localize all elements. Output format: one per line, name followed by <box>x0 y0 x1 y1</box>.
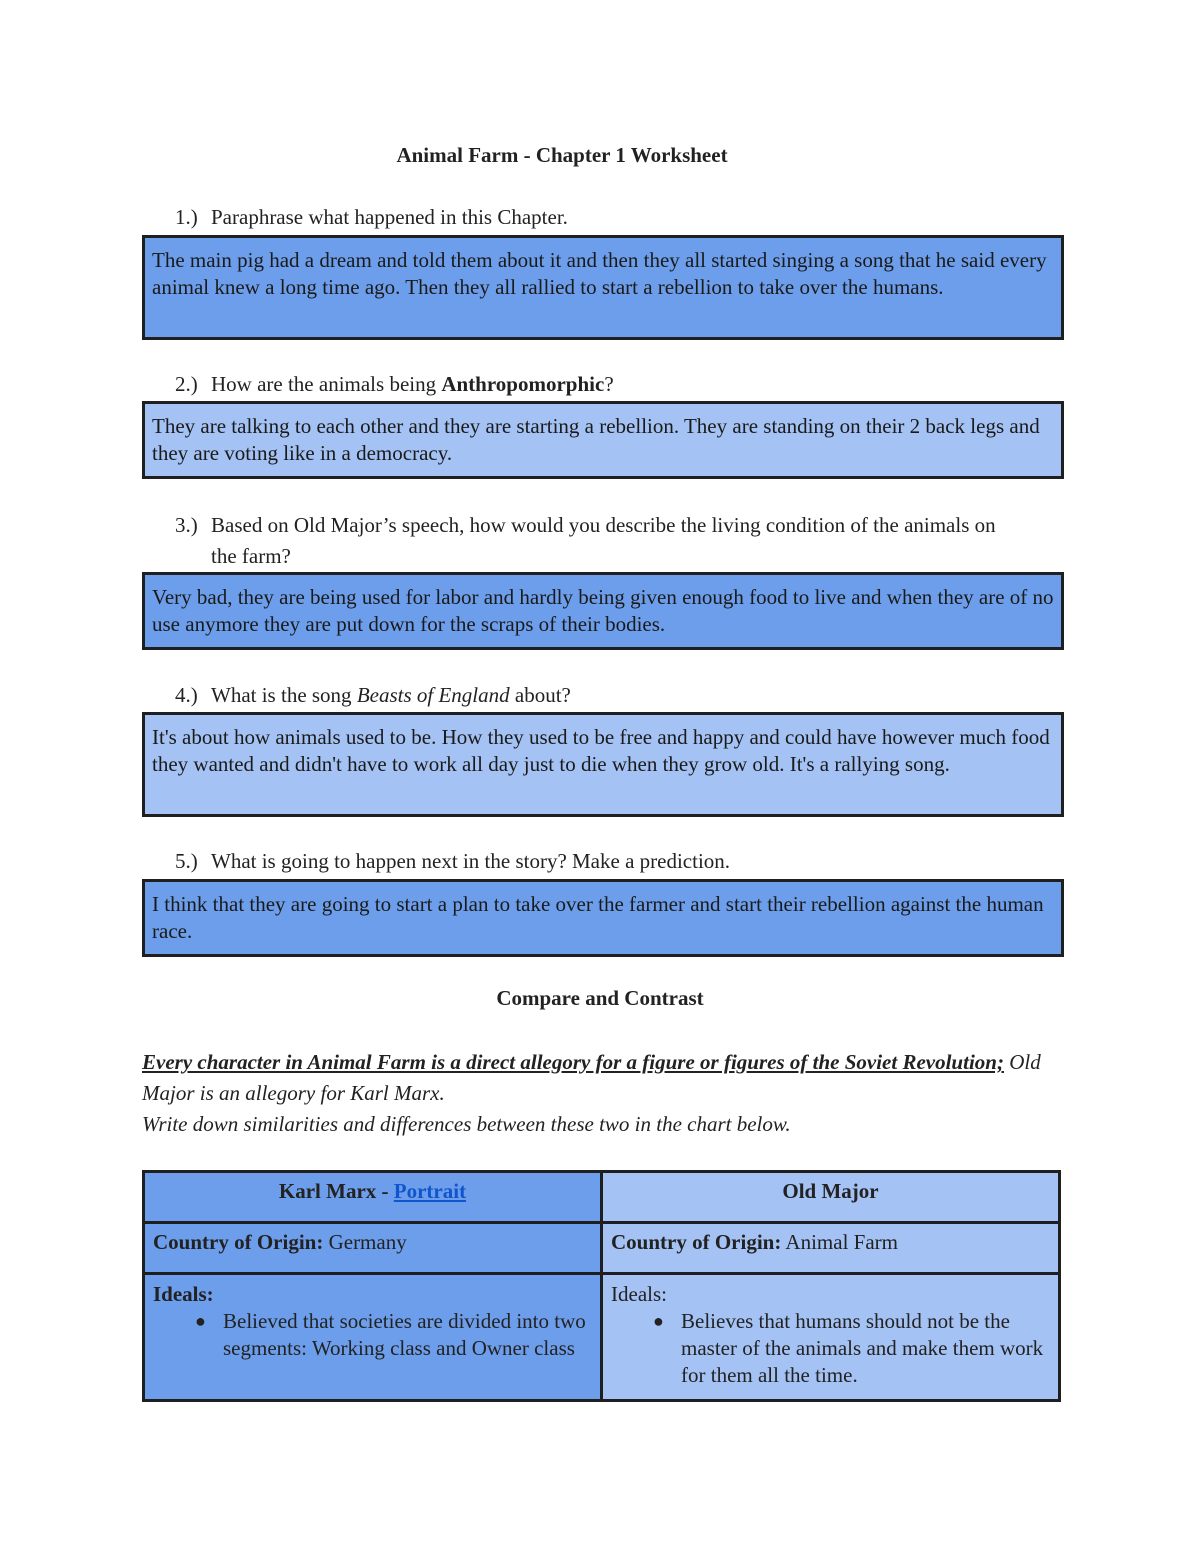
answer-text: They are talking to each other and they are starting a rebellion. They are standing on their 2 back legs and they are voting like in a democracy. <box>152 414 1040 465</box>
question-1 <box>175 202 1001 233</box>
ideals-label: Ideals: <box>153 1282 214 1306</box>
comparison-table <box>142 1170 1061 1402</box>
ideals-label: Ideals: <box>611 1282 667 1306</box>
song-title: Beasts of England <box>356 683 510 707</box>
list-item <box>153 1308 592 1362</box>
bullet-icon: ● <box>195 1311 206 1331</box>
portrait-link[interactable]: Portrait <box>393 1179 467 1203</box>
answer-box-2[interactable] <box>142 401 1064 479</box>
question-number: 4.) <box>175 683 198 707</box>
question-text-part: ? <box>604 372 614 396</box>
question-text: Based on Old Major’s speech, how would you describe the living condition of the animals on the farm? <box>211 513 996 568</box>
country-value: Germany <box>323 1230 407 1254</box>
question-text-part: about? <box>509 683 571 707</box>
old-major-country-cell[interactable] <box>602 1223 1060 1274</box>
country-value: Animal Farm <box>781 1230 898 1254</box>
question-4 <box>175 680 1001 711</box>
answer-text: I think that they are going to start a plan to take over the farmer and start their rebellion against the human race. <box>152 892 1044 943</box>
answer-box-3[interactable] <box>142 572 1064 650</box>
answer-box-1[interactable] <box>142 235 1064 340</box>
karl-marx-header <box>144 1172 602 1223</box>
worksheet-title: Animal Farm - Chapter 1 Worksheet <box>396 143 728 167</box>
country-label: Country of Origin: <box>153 1230 324 1254</box>
question-number: 1.) <box>175 205 198 229</box>
country-label: Country of Origin: <box>611 1230 782 1254</box>
list-item <box>611 1308 1050 1389</box>
table-header-row <box>144 1172 1060 1223</box>
karl-marx-ideals-cell[interactable] <box>144 1274 602 1401</box>
question-number: 5.) <box>175 849 198 873</box>
question-keyword: Anthropomorphic <box>441 372 605 396</box>
question-text: What is going to happen next in the story? Make a prediction. <box>211 849 731 873</box>
answer-text: Very bad, they are being used for labor and hardly being given enough food to live and when they are of no use anymore they are put down for the scraps of their bodies. <box>152 585 1054 636</box>
question-number: 3.) <box>175 513 198 537</box>
question-5 <box>175 846 1001 877</box>
allegory-paragraph <box>142 1047 1062 1140</box>
question-3 <box>175 510 1001 572</box>
question-text-part: How are the animals being <box>211 372 442 396</box>
old-major-header: Old Major <box>602 1172 1060 1223</box>
table-row <box>144 1274 1060 1401</box>
allegory-note: Old Major is an allegory for Karl Marx. <box>142 1050 1041 1105</box>
question-text <box>211 680 1001 711</box>
ideal-text: Believed that societies are divided into two segments: Working class and Owner class <box>223 1309 586 1360</box>
table-row <box>144 1223 1060 1274</box>
bullet-icon: ● <box>653 1311 664 1331</box>
answer-text: It's about how animals used to be. How they used to be free and happy and could have however much food they wanted and didn't have to work all day just to die when they grow old. It's a rallying song. <box>152 725 1050 776</box>
ideals-list <box>153 1308 592 1362</box>
allegory-statement: Every character in Animal Farm is a direct allegory for a figure or figures of the Soviet Revolution; <box>142 1050 1004 1074</box>
question-text: Paraphrase what happened in this Chapter. <box>211 205 568 229</box>
old-major-ideals-cell[interactable] <box>602 1274 1060 1401</box>
answer-box-5[interactable] <box>142 879 1064 957</box>
compare-title: Compare and Contrast <box>496 986 704 1010</box>
instruction-text: Write down similarities and differences between these two in the chart below. <box>142 1112 791 1136</box>
karl-marx-country-cell[interactable] <box>144 1223 602 1274</box>
question-2 <box>175 369 1001 400</box>
question-text <box>211 369 1001 400</box>
header-label: Karl Marx - <box>278 1179 394 1203</box>
ideal-text: Believes that humans should not be the master of the animals and make them work for them all the time. <box>681 1309 1044 1387</box>
ideals-list <box>611 1308 1050 1389</box>
question-text-part: What is the song <box>211 683 357 707</box>
answer-box-4[interactable] <box>142 712 1064 817</box>
answer-text: The main pig had a dream and told them about it and then they all started singing a song that he said every animal knew a long time ago. Then they all rallied to start a rebellion to take over the humans. <box>152 248 1047 299</box>
question-number: 2.) <box>175 372 198 396</box>
